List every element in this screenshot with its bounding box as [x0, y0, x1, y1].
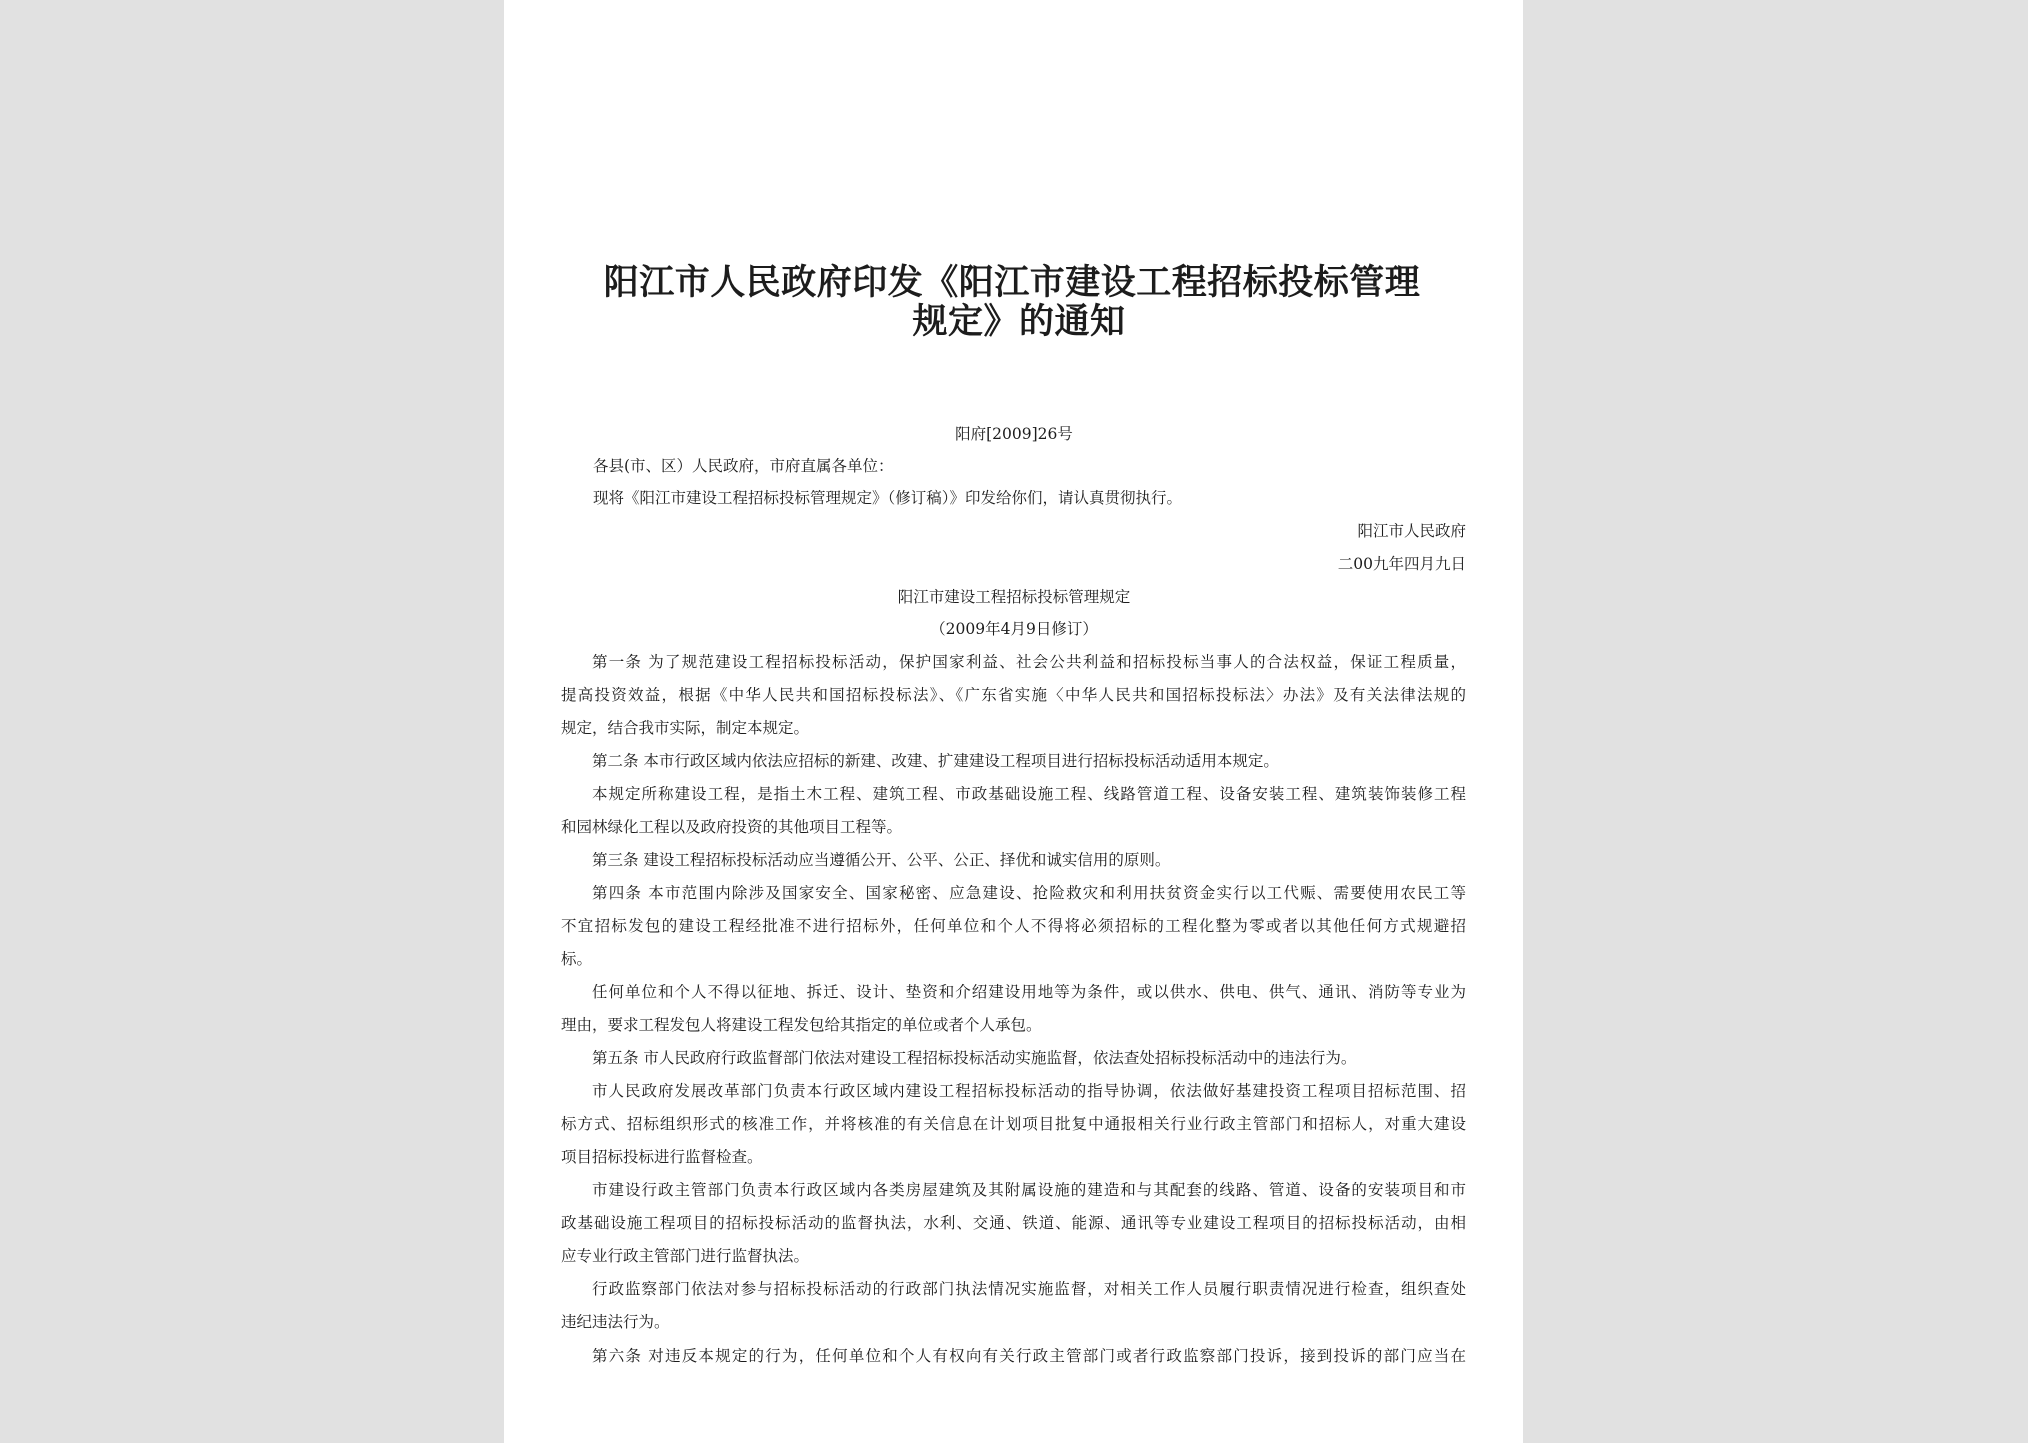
document-title-line-1: 阳江市人民政府印发《阳江市建设工程招标投标管理 [603, 262, 1421, 303]
body-line: 项目招标投标进行监督检查。 [561, 1148, 763, 1166]
body-line: 第三条 建设工程招标投标活动应当遵循公开、公平、公正、择优和诚实信用的原则。 [592, 851, 1171, 869]
body-line: 不宜招标发包的建设工程经批准不进行招标外，任何单位和个人不得将必须招标的工程化整为零或者以其他任何方式规避招 [561, 917, 1466, 935]
body-line: 第二条 本市行政区域内依法应招标的新建、改建、扩建建设工程项目进行招标投标活动适用本规定。 [592, 752, 1279, 770]
document-page [504, 0, 1523, 1443]
body-line: 第四条 本市范围内除涉及国家安全、国家秘密、应急建设、抢险救灾和利用扶贫资金实行以工代赈、需要使用农民工等 [592, 884, 1466, 902]
body-line: 和园林绿化工程以及政府投资的其他项目工程等。 [561, 818, 903, 836]
body-line: 行政监察部门依法对参与招标投标活动的行政部门执法情况实施监督，对相关工作人员履行职责情况进行检查，组织查处 [592, 1280, 1466, 1298]
body-line: 本规定所称建设工程，是指土木工程、建筑工程、市政基础设施工程、线路管道工程、设备安装工程、建筑装饰装修工程 [592, 785, 1466, 803]
issue-date: 二00九年四月九日 [1337, 555, 1466, 573]
notice-text: 现将《阳江市建设工程招标投标管理规定》（修订稿）》印发给你们，请认真贯彻执行。 [593, 489, 1183, 507]
regulation-title: 阳江市建设工程招标投标管理规定 [897, 588, 1131, 606]
body-line: 违纪违法行为。 [561, 1313, 670, 1331]
body-line: 规定，结合我市实际，制定本规定。 [561, 719, 810, 737]
issuer: 阳江市人民政府 [1357, 522, 1466, 540]
body-line: 标方式、招标组织形式的核准工作，并将核准的有关信息在计划项目批复中通报相关行业行政主管部门和招标人，对重大建设 [561, 1115, 1466, 1133]
body-line: 提高投资效益，根据《中华人民共和国招标投标法》、《广东省实施〈中华人民共和国招标投标法〉办法》及有关法律法规的 [561, 686, 1466, 704]
body-line: 标。 [561, 950, 593, 968]
salutation: 各县(市、区）人民政府，市府直属各单位： [593, 457, 894, 475]
body-line: 市建设行政主管部门负责本行政区域内各类房屋建筑及其附属设施的建造和与其配套的线路、管道、设备的安装项目和市 [592, 1181, 1466, 1199]
regulation-revision: （2009年4月9日修订） [930, 620, 1098, 638]
body-line: 第一条 为了规范建设工程招标投标活动，保护国家利益、社会公共利益和招标投标当事人的合法权益，保证工程质量， [592, 653, 1466, 671]
body-line: 任何单位和个人不得以征地、拆迁、设计、垫资和介绍建设用地等为条件，或以供水、供电、供气、通讯、消防等专业为 [592, 983, 1466, 1001]
body-line: 政基础设施工程项目的招标投标活动的监督执法，水利、交通、铁道、能源、通讯等专业建设工程项目的招标投标活动，由相 [561, 1214, 1466, 1232]
body-line: 理由，要求工程发包人将建设工程发包给其指定的单位或者个人承包。 [561, 1016, 1042, 1034]
body-line: 第六条 对违反本规定的行为，任何单位和个人有权向有关行政主管部门或者行政监察部门投诉，接到投诉的部门应当在 [592, 1347, 1466, 1365]
body-line: 应专业行政主管部门进行监督执法。 [561, 1247, 810, 1265]
document-title-line-2: 规定》的通知 [912, 301, 1126, 342]
document-number: 阳府[2009]26号 [955, 425, 1073, 443]
body-line: 第五条 市人民政府行政监督部门依法对建设工程招标投标活动实施监督，依法查处招标投标活动中的违法行为。 [592, 1049, 1357, 1067]
body-line: 市人民政府发展改革部门负责本行政区域内建设工程招标投标活动的指导协调，依法做好基建投资工程项目招标范围、招 [592, 1082, 1466, 1100]
